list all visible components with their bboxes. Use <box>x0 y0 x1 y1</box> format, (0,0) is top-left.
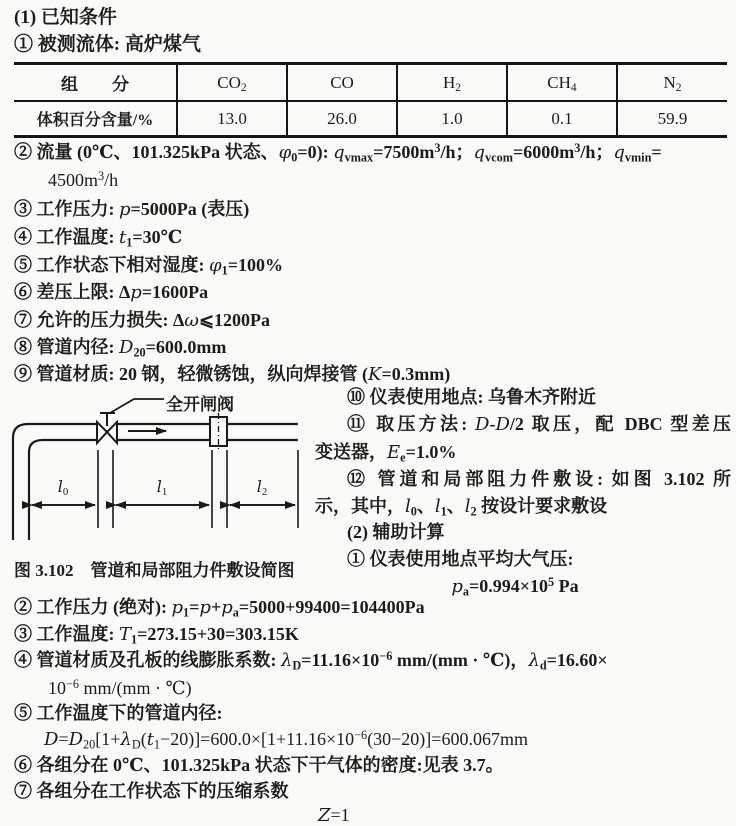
header-co: CO <box>287 64 397 102</box>
header-component: 组 分 <box>14 64 177 102</box>
dim-label-l0: $l_0$ <box>57 477 69 499</box>
section-2-heading: (2) 辅助计算 <box>347 522 445 542</box>
header-n2: $N_2$ <box>617 64 727 102</box>
value-ch4: 0.1 <box>507 101 617 137</box>
formula-z: Z=1 <box>318 805 350 826</box>
item-pressure-tapping-line2: 变送器，$E_e=1.0\%$ <box>315 442 457 465</box>
pipe-diagram <box>6 388 316 558</box>
table-data-row <box>14 101 727 137</box>
value-co: 26.0 <box>287 101 397 137</box>
section-1-heading: (1) 已知条件 <box>14 7 117 28</box>
aux-item-atm-pressure: ① 仪表使用地点平均大气压: <box>347 549 574 569</box>
valve-leader-line <box>110 399 164 413</box>
header-h2: $H_2$ <box>397 64 507 102</box>
formula-diameter: $D=D_{20}[1+\lambda_D(t_1-20)]=600.0\times[1+11.16\times 10^{-6}(30-20)]=600.067mm$ <box>44 727 528 752</box>
table-header-row <box>14 64 727 102</box>
aux-diameter-heading: ⑤ 工作温度下的管道内径: <box>14 703 223 723</box>
item-dp-upper-limit: ⑥ 差压上限: Δp=1600Pa <box>14 282 209 303</box>
item-pressure-tapping-line1: ⑪ 取压方法: D-D/2 取压，配 DBC 型差压 <box>347 414 731 435</box>
item-layout-line2: 示，其中，$l_0$、$l_1$、$l_2$ 按设计要求敷设 <box>315 496 608 519</box>
item-working-pressure: ③ 工作压力: p=5000Pa (表压) <box>14 199 250 220</box>
value-h2: 1.0 <box>397 101 507 137</box>
item-flow-rate-line2: $4500m^3/h$ <box>48 168 119 190</box>
valve-label: 全开闸阀 <box>166 395 234 414</box>
item-pressure-loss: ⑦ 允许的压力损失: Δω⩽1200Pa <box>14 310 271 331</box>
header-co2: $CO_2$ <box>177 64 287 102</box>
item-measured-fluid: ① 被测流体: 高炉煤气 <box>14 34 201 55</box>
aux-dry-gas-density: ⑥ 各组分在 0℃、101.325kPa 状态下干气体的密度:见表 3.7。 <box>14 755 504 775</box>
value-n2: 59.9 <box>617 101 727 137</box>
aux-abs-pressure: ② 工作压力 (绝对): $p_1=p+p_a=5000+99400=104400Pa$ <box>14 597 425 620</box>
gas-composition-table <box>14 62 727 138</box>
row-label: 体积百分含量/% <box>36 112 154 129</box>
item-relative-humidity: ⑤ 工作状态下相对湿度: $\varphi_1=100\%$ <box>14 255 283 278</box>
item-layout-line1: ⑫ 管道和局部阻力件敷设: 如图 3.102 所 <box>347 469 731 489</box>
item-pipe-material: ⑨ 管道材质: 20 钢，轻微锈蚀，纵向焊接管 (K=0.3mm) <box>14 364 451 385</box>
header-ch4: $CH_4$ <box>507 64 617 102</box>
item-working-temperature: ④ 工作温度: $t_1=30℃$ <box>14 227 183 250</box>
aux-expansion-coeff-line2: $10^{-6}$ mm/(mm · ℃) <box>48 676 192 698</box>
item-flow-rate-line1: ② 流量 (0℃、101.325kPa 状态、$\varphi_0=0$): $q_{vmax}=7500m^3/h$；$q_{vcom}=6000m^3/h$；$q_{vmin}=$ <box>14 140 662 165</box>
item-pipe-diameter: ⑧ 管道内径: $D_{20}=600.0mm$ <box>14 337 227 360</box>
value-co2: 13.0 <box>177 101 287 137</box>
dim-label-l1: $l_1$ <box>156 477 168 499</box>
formula-atm-pressure: $p_a=0.994\times 10^5$ Pa <box>451 574 579 599</box>
item-instrument-location: ⑩ 仪表使用地点: 乌鲁木齐附近 <box>347 387 596 407</box>
aux-compressibility: ⑦ 各组分在工作状态下的压缩系数 <box>14 781 289 801</box>
aux-expansion-coeff-line1: ④ 管道材质及孔板的线膨胀系数: $\lambda_D=11.16\times 10^{-6}$ mm/(mm · ℃)，$\lambda_d=16.60\times$ <box>14 648 608 673</box>
aux-temperature-k: ③ 工作温度: $T_1=273.15+30=303.15K$ <box>14 624 299 647</box>
gate-valve-icon <box>97 413 117 443</box>
figure-caption: 图 3.102 管道和局部阻力件敷设简图 <box>14 561 295 580</box>
orifice-plate <box>210 413 227 450</box>
dim-label-l2: $l_2$ <box>256 477 268 499</box>
